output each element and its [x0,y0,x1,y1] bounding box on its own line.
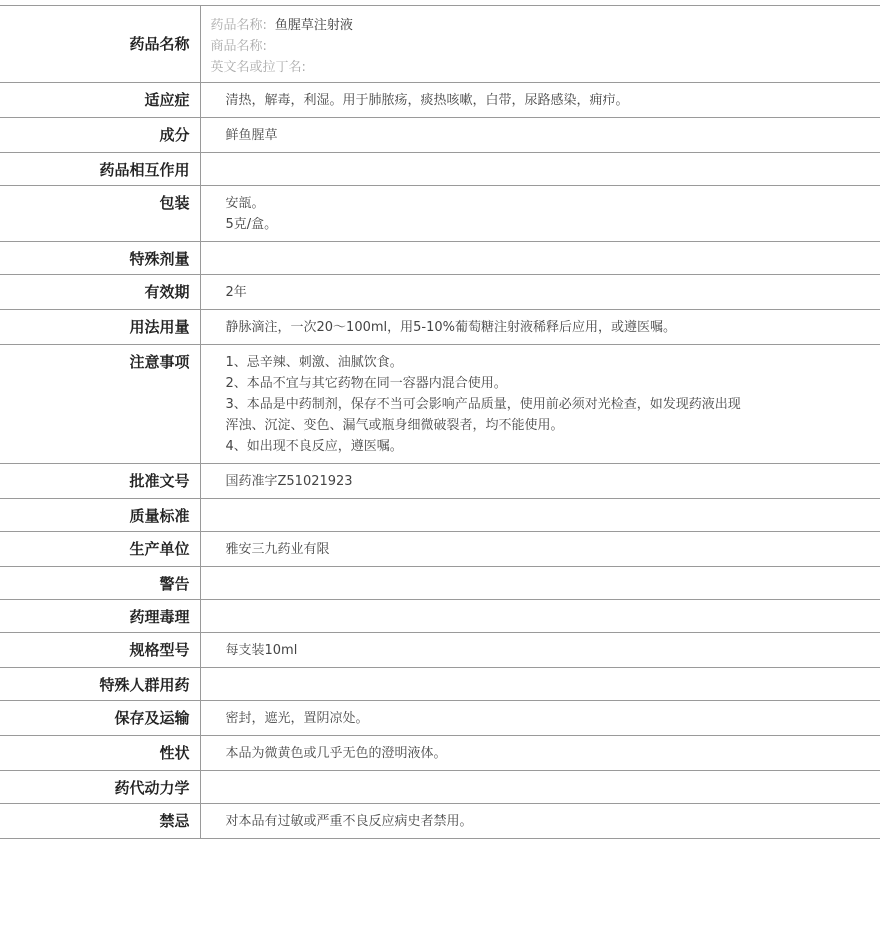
spec-label: 特殊人群用药 [0,668,200,701]
spec-value-line: 国药准字Z51021923 [225,474,353,489]
spec-value-line: 静脉滴注，一次20～100ml，用5-10%葡萄糖注射液稀释后应用，或遵医嘱。 [225,320,676,335]
spec-value [200,153,880,186]
spec-row [0,153,880,186]
spec-row [0,633,880,668]
spec-label: 保存及运输 [0,701,200,736]
spec-value [200,242,880,275]
generic-name-line [211,15,880,36]
spec-row [0,464,880,499]
spec-value [200,310,880,345]
spec-row [0,345,880,464]
spec-value [200,275,880,310]
spec-value [200,633,880,668]
spec-label: 注意事项 [0,345,200,464]
spec-label: 药品相互作用 [0,153,200,186]
spec-row [0,532,880,567]
spec-row [0,600,880,633]
spec-value-line: 每支装10ml [225,643,298,658]
spec-label: 有效期 [0,275,200,310]
spec-value-line: 5克/盒。 [225,217,278,232]
spec-label: 禁忌 [0,804,200,839]
spec-value-line: 浑浊、沉淀、变色、漏气或瓶身细微破裂者，均不能使用。 [225,418,564,433]
spec-value-line: 1、忌辛辣、刺激、油腻饮食。 [225,355,403,370]
spec-value [200,567,880,600]
spec-value [200,771,880,804]
spec-value [200,186,880,242]
spec-row-drug-name [0,6,880,83]
spec-row [0,310,880,345]
spec-value-line: 3、本品是中药制剂，保存不当可会影响产品质量，使用前必须对光检查，如发现药液出现 [225,397,741,412]
drug-spec-table-body [0,6,880,839]
spec-row [0,804,880,839]
spec-label: 特殊剂量 [0,242,200,275]
spec-row [0,701,880,736]
spec-value [200,804,880,839]
spec-label: 用法用量 [0,310,200,345]
spec-value [200,701,880,736]
spec-label: 药代动力学 [0,771,200,804]
latin-name-label: 英文名或拉丁名: [210,60,306,75]
spec-label: 生产单位 [0,532,200,567]
spec-value [200,736,880,771]
spec-row [0,83,880,118]
spec-value-line: 清热，解毒，利湿。用于肺脓疡，痰热咳嗽，白带，尿路感染，痈疖。 [225,93,629,108]
spec-row [0,186,880,242]
spec-value-line: 4、如出现不良反应，遵医嘱。 [225,439,403,454]
spec-value-line: 雅安三九药业有限 [225,542,330,557]
spec-label: 药理毒理 [0,600,200,633]
spec-label: 质量标准 [0,499,200,532]
trade-name-label: 商品名称: [210,39,267,54]
spec-value-drug-name [200,6,880,83]
spec-row [0,771,880,804]
spec-value-line: 本品为微黄色或几乎无色的澄明液体。 [225,746,447,761]
spec-row [0,668,880,701]
spec-value [200,532,880,567]
spec-value [200,600,880,633]
spec-label: 批准文号 [0,464,200,499]
spec-value-line: 鲜鱼腥草 [225,128,278,143]
spec-value [200,464,880,499]
spec-value-line: 密封，遮光，置阴凉处。 [225,711,369,726]
spec-label: 成分 [0,118,200,153]
spec-label: 适应症 [0,83,200,118]
spec-value [200,499,880,532]
spec-value-line: 安瓿。 [225,196,265,211]
spec-row [0,499,880,532]
spec-row [0,275,880,310]
generic-name-value: 鱼腥草注射液 [274,18,353,33]
generic-name-label: 药品名称: [210,18,267,33]
spec-value [200,118,880,153]
spec-value [200,668,880,701]
spec-value-line: 2年 [225,285,247,300]
spec-row [0,242,880,275]
spec-row [0,736,880,771]
spec-row [0,567,880,600]
spec-label: 规格型号 [0,633,200,668]
spec-row [0,118,880,153]
spec-label: 包装 [0,186,200,242]
spec-value-line: 2、本品不宜与其它药物在同一容器内混合使用。 [225,376,507,391]
spec-value [200,83,880,118]
spec-label-drug-name: 药品名称 [0,6,200,83]
drug-spec-table [0,5,880,839]
spec-label: 警告 [0,567,200,600]
spec-label: 性状 [0,736,200,771]
spec-value-line: 对本品有过敏或严重不良反应病史者禁用。 [225,814,473,829]
spec-value [200,345,880,464]
